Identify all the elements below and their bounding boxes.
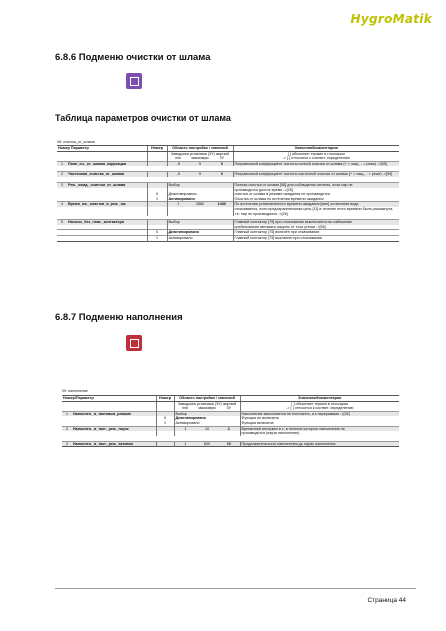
row-number: 4 bbox=[57, 202, 67, 207]
header-num: Номер bbox=[156, 396, 174, 402]
header-min: min bbox=[174, 406, 196, 411]
param-min: 1 bbox=[167, 202, 189, 207]
param-max: 600 bbox=[196, 441, 218, 447]
option-number: 1 bbox=[156, 421, 174, 426]
header-min: min bbox=[167, 156, 189, 161]
param-note-cont: производится (пауза наполнения) bbox=[240, 431, 399, 436]
option-note: Главный контактор [75] включён при откачивании bbox=[233, 230, 399, 236]
header-zu: ЗУ bbox=[219, 156, 225, 161]
param-note: Поправочный коэффициент чистоты частичной очистки от шлама (+ = чащ., - = реже) ->[59] bbox=[233, 172, 399, 177]
header-notes3: -> [ ] относится к соответ. определению bbox=[233, 156, 399, 161]
option-label: Активировано bbox=[174, 421, 240, 426]
param-name: Наполнен._в_такт._реж._активно bbox=[72, 441, 156, 447]
sludge-menu-icon bbox=[126, 73, 142, 89]
option-label: Активировано bbox=[167, 197, 233, 202]
section-title-sludge: 6.8.6 Подменю очистки от шлама bbox=[55, 52, 211, 63]
table-title-sludge: Таблица параметров очистки от шлама bbox=[55, 113, 231, 123]
header-max: максимум bbox=[191, 156, 209, 161]
brand-logo: HygroMatik bbox=[350, 12, 432, 26]
option-number: 0 bbox=[147, 192, 167, 197]
param-note: Временной интервал в с, в течение которого наполнение не bbox=[240, 426, 399, 431]
row-number: 3 bbox=[62, 441, 72, 447]
header-factory: Заводская установка (ЗУ) жирный bbox=[167, 151, 233, 156]
param-name: Наполнен._в_тактовом_режиме bbox=[72, 411, 156, 416]
param-note: Полная очистка от шлама [58] для соблюдения гигиены, если пар не bbox=[233, 182, 399, 187]
row-number: 3 bbox=[57, 182, 67, 187]
param-max: 5 bbox=[189, 161, 211, 166]
footer-divider bbox=[55, 588, 416, 589]
row-number: 1 bbox=[57, 161, 67, 166]
option-number: 0 bbox=[156, 416, 174, 421]
header-notes: Значения/Комментарии bbox=[233, 146, 399, 152]
param-default: 10 bbox=[218, 441, 240, 447]
option-number: 1 bbox=[147, 235, 167, 241]
option-note: очистка от шлама в режиме ожидания не производится bbox=[233, 192, 399, 197]
option-label: Деактивировано bbox=[167, 192, 233, 197]
header-max: максимум bbox=[198, 406, 216, 411]
param-max: 5 bbox=[189, 172, 211, 177]
option-number: 0 bbox=[147, 230, 167, 236]
sludge-parameter-table bbox=[57, 145, 399, 242]
header-factory: Заводская установка (ЗУ) жирный bbox=[174, 401, 240, 406]
param-name: Наполнен._в_такт._реж._паузе bbox=[72, 426, 156, 431]
header-zu: ЗУ bbox=[226, 406, 232, 411]
param-name: Время_ож._очистки_в_реж._ож. bbox=[67, 202, 147, 207]
param-select: Выбор bbox=[167, 182, 233, 187]
param-default: 2 bbox=[218, 426, 240, 431]
row-number: 1 bbox=[62, 411, 72, 416]
param-note-cont: срабатывания автомата защиты от тока утечки ->[56] bbox=[233, 225, 399, 230]
header-range: Область настройки / значений bbox=[174, 396, 240, 402]
row-number: 2 bbox=[62, 426, 72, 431]
param-note: Продолжительность наполнения до паузы наполнения bbox=[240, 441, 399, 447]
param-select: Выбор bbox=[167, 220, 233, 225]
header-notes2: [ ] объясняет термин в глоссарии bbox=[233, 151, 399, 156]
param-name: Частичная_очистка_от_шлама bbox=[67, 172, 147, 177]
param-default: 0 bbox=[211, 172, 233, 177]
option-note: Главный контактор [75] выключен при откачивании bbox=[233, 235, 399, 241]
header-num: Номер bbox=[147, 146, 167, 152]
header-notes: Значения/Комментарии bbox=[240, 396, 399, 402]
param-min: 1 bbox=[174, 426, 196, 431]
section-title-filling: 6.8.7 Подменю наполнения bbox=[55, 312, 183, 323]
option-label: Деактивировано bbox=[167, 230, 233, 236]
param-note-cont: производится долгое время ->[26] bbox=[233, 188, 399, 193]
option-note: Очистка от шлама по истечении времени ожидания bbox=[233, 197, 399, 202]
param-max: 2880 bbox=[189, 202, 211, 207]
param-name: Полн_оч._от_шлама_коррекция bbox=[67, 161, 147, 166]
header-param: Номер/Параметр bbox=[62, 396, 156, 402]
param-note: Поправочный коэффициент чистоты полной очистки от шлама (+ = чащ., - = реже) ->[59] bbox=[233, 161, 399, 166]
page-number: Страница 44 bbox=[367, 597, 406, 604]
param-min: -5 bbox=[167, 161, 189, 166]
filling-menu-icon bbox=[126, 335, 142, 351]
option-label: Активировано bbox=[167, 235, 233, 241]
option-note: Функция не включена bbox=[240, 416, 399, 421]
param-default: 0 bbox=[211, 161, 233, 166]
param-max: 10 bbox=[196, 426, 218, 431]
header-notes2: [ ] объясняет термин в глоссарии bbox=[240, 401, 399, 406]
param-min: 1 bbox=[174, 441, 196, 447]
header-notes3: -> [ ] относится к соответ. определению bbox=[240, 406, 399, 411]
param-note: По истечении установленного времени ожидания [мин] остаточная вода bbox=[233, 202, 399, 207]
param-note: Наполнение выполняется не постоянно, а с перерывами ->[34] bbox=[240, 411, 399, 416]
filling-parameter-table bbox=[62, 395, 399, 447]
header-param: Номер Параметр bbox=[57, 146, 147, 152]
option-number: 1 bbox=[147, 197, 167, 202]
row-number: 5 bbox=[57, 220, 67, 225]
param-name: Насосы_без_глав._контактора bbox=[67, 220, 147, 225]
table-caption-sludge: 08: очистка_от_шлама bbox=[57, 140, 95, 144]
option-note: Функция включена bbox=[240, 421, 399, 426]
param-note: Главный контактор [75] при откачивании выключается во избежание bbox=[233, 220, 399, 225]
table-caption-filling: 09: наполнение bbox=[62, 389, 88, 393]
param-default: 1440 bbox=[211, 202, 233, 207]
param-min: -5 bbox=[167, 172, 189, 177]
param-note-cont: откачивается, если предохранительная цепь [11] в течение этого времени была разомкнута, т.е. пар не производился ->[26] bbox=[233, 207, 399, 216]
param-select: Выбор bbox=[174, 411, 240, 416]
header-range: Область настройки / значений bbox=[167, 146, 233, 152]
param-name: Реж._ожид._очистки_от_шлама bbox=[67, 182, 147, 187]
option-label: Деактивировано bbox=[174, 416, 240, 421]
row-number: 2 bbox=[57, 172, 67, 177]
